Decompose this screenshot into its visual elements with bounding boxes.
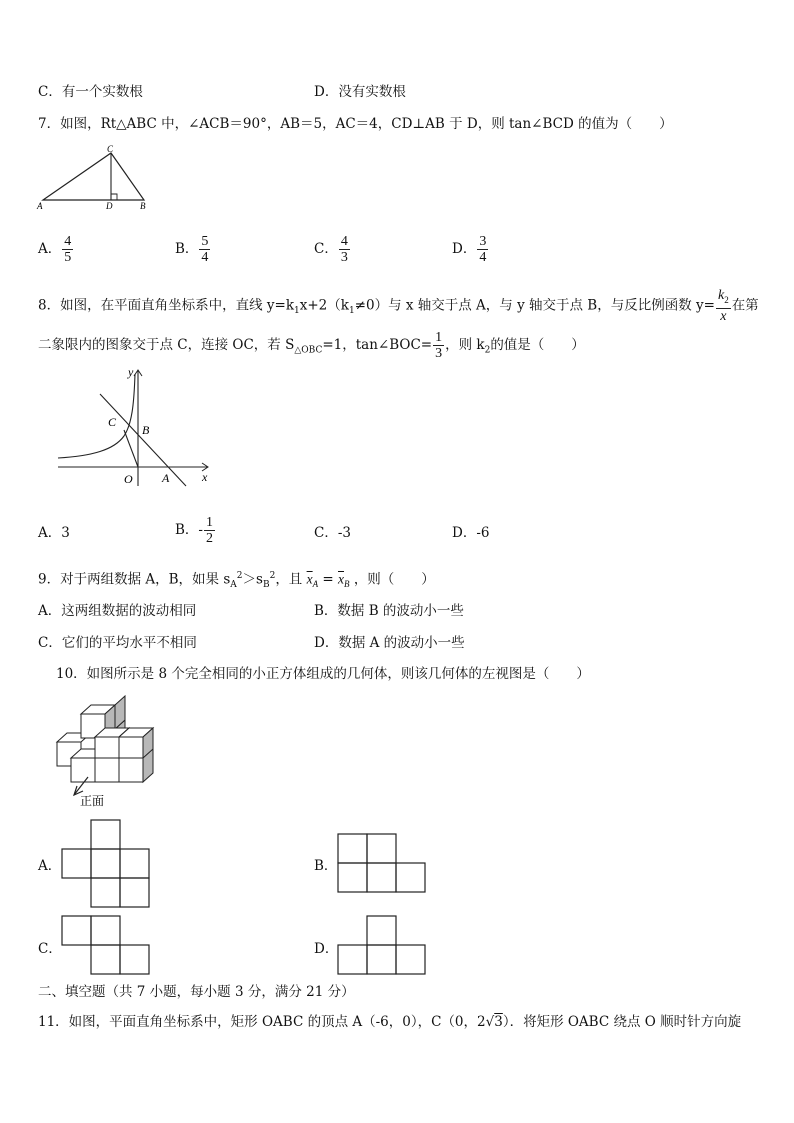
q9-option-d: D．数据 A 的波动小一些 xyxy=(314,635,465,651)
q8-label-b: B xyxy=(142,423,150,437)
q8-option-d: D．-6 xyxy=(452,525,490,541)
q10-option-c-figure xyxy=(60,914,154,978)
q7-stem: 7．如图，Rt△ABC 中，∠ACB＝90°，AB＝5，AC＝4，CD⊥AB 于 D，则 tan∠BCD 的值为（ ） xyxy=(38,116,673,132)
q10-option-d-label: D． xyxy=(314,941,339,957)
q10-option-b-label: B． xyxy=(314,858,338,874)
q8-option-c: C．-3 xyxy=(314,525,351,541)
q10-option-c-label: C． xyxy=(38,941,62,957)
q9-stem: 9．对于两组数据 A，B，如果 $s_A^2>s_B^2$，且 $\overline{x}_A = \overline{x}_B$ ，则（ ） xyxy=(38,571,435,591)
q8-label-x: x xyxy=(202,470,208,484)
q7-label-d: D xyxy=(106,201,113,211)
q8-label-y: y xyxy=(128,365,134,379)
q10-option-d-figure xyxy=(336,914,430,978)
q10-front-label: 正面 xyxy=(80,794,105,808)
q10-option-a-label: A． xyxy=(38,858,62,874)
q10-option-b-figure xyxy=(336,832,430,896)
q8-label-o: O xyxy=(124,472,133,486)
q6-option-d: D．没有实数根 xyxy=(314,84,406,100)
q7-option-a: A． $\frac{4}{5}$ xyxy=(38,234,72,265)
q10-cube-solid-figure xyxy=(52,694,157,809)
q6-option-c: C．有一个实数根 xyxy=(38,84,143,100)
q8-stem-line1: 8．如图，在平面直角坐标系中，直线 $y=k_1x+2(k_1\ne 0)$与 x 轴交于点 A，与 y 轴交于点 B，与反比例函数 y= $\frac{k_2}{x}$ 在第 xyxy=(38,288,759,324)
q7-option-c: C． $\frac{4}{3}$ xyxy=(314,234,348,265)
q8-option-a: A．3 xyxy=(38,525,70,541)
q8-label-a: A xyxy=(162,471,170,485)
q7-triangle-figure xyxy=(34,143,154,213)
q8-label-c: C xyxy=(108,415,117,429)
q7-option-b: B． $\frac{5}{4}$ xyxy=(175,234,209,265)
q8-option-b: B．- $\frac{1}{2}$ xyxy=(175,515,213,546)
section-2-heading: 二、填空题（共 7 小题，每小题 3 分，满分 21 分） xyxy=(38,984,355,1000)
q10-stem: 10．如图所示是 8 个完全相同的小正方体组成的几何体，则该几何体的左视图是（ ） xyxy=(56,666,590,682)
q8-stem-line2: 二象限内的图象交于点 C，连接 OC，若 $S_{\triangle OBC}=1$，tan∠BOC= $\frac{1}{3}$ ，则 $k_2$的值是（ ） xyxy=(38,330,585,361)
q9-option-a: A．这两组数据的波动相同 xyxy=(38,603,197,619)
q7-label-a: A xyxy=(37,201,43,211)
q7-label-b: B xyxy=(140,201,146,211)
q8-coordinate-figure xyxy=(52,364,217,494)
q11-stem: 11．如图，平面直角坐标系中，矩形 OABC 的顶点 A（-6，0），C（0，2√3）．将矩形 OABC 绕点 O 顺时针方向旋 xyxy=(38,1014,742,1030)
q9-option-b: B．数据 B 的波动小一些 xyxy=(314,603,464,619)
q10-option-a-figure xyxy=(60,818,154,912)
q7-option-d: D． $\frac{3}{4}$ xyxy=(452,234,487,265)
q7-label-c: C xyxy=(107,144,114,154)
q9-option-c: C．它们的平均水平不相同 xyxy=(38,635,197,651)
